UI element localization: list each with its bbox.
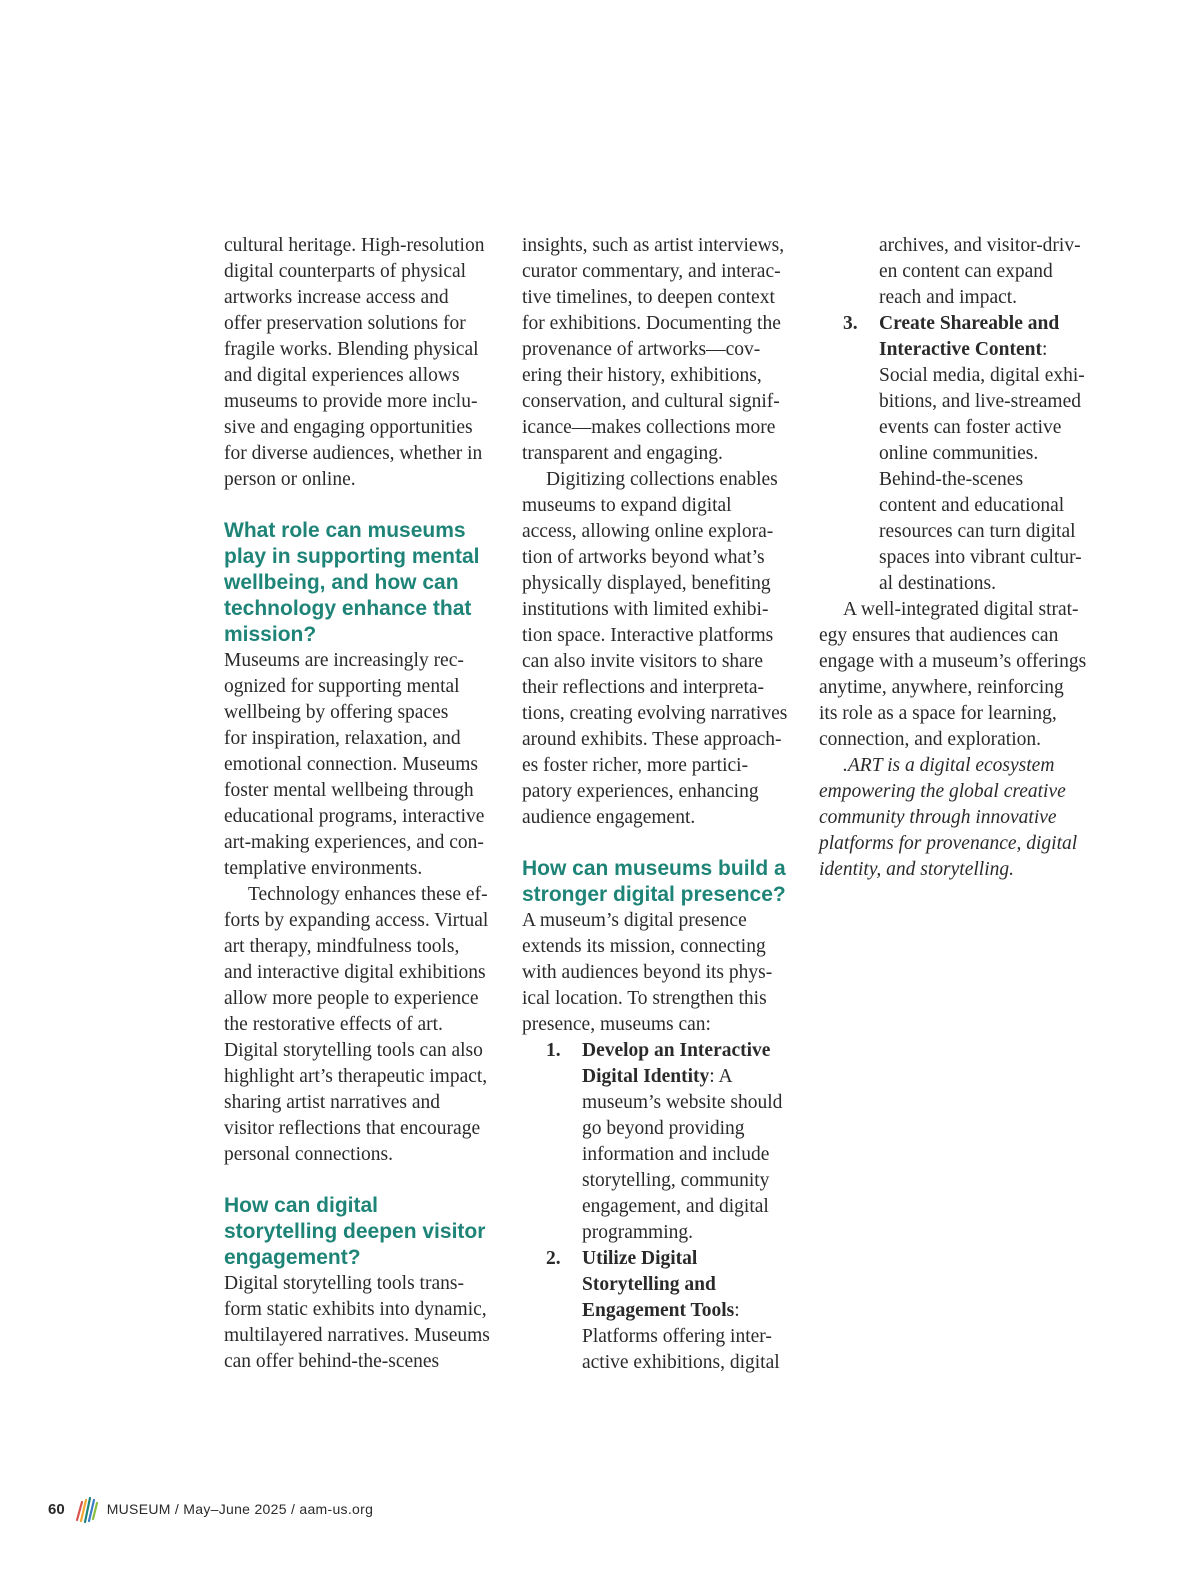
column-2 xyxy=(522,233,798,1376)
heading-mental-wellbeing: What role can museums play in supporting mental wellbeing, and how can technology enhance that mission? xyxy=(224,519,480,646)
list-item-2: 2. Utilize Digital Storytelling and Engagement Tools: Platforms offering inter- active exhibitions, digital xyxy=(546,1248,780,1373)
list-item-3: 3. Create Shareable and Interactive Content: Social media, digital exhi- bitions, and live-streamed events can foster active online communities. Behind-the-scenes content and educational resources can turn digital spaces into vibrant cultur- al destinations. xyxy=(843,313,1085,594)
paragraph-technology: Technology enhances these ef- forts by expanding access. Virtual art therapy, mindfulness tools, and interactive digital exhibitions allow more people to experience the restorative effects of art. Digital storytelling tools can also highlight art’s therapeutic impact, sharing artist narratives and visitor reflections that encourage personal connections. xyxy=(224,884,489,1165)
paragraph-insights: insights, such as artist interviews, curator commentary, and interac- tive timelines, to deepen context for exhibitions. Documenting the provenance of artworks—cov- ering their history, exhibitions, conservation, and cultural signif- icance—makes collections more transparent and engaging. xyxy=(522,235,785,464)
page-number: 60 xyxy=(48,1500,65,1518)
author-bio: .ART is a digital ecosystem empowering the global creative community through innovative platforms for provenance, digital identity, and storytelling. xyxy=(819,755,1078,880)
page-footer xyxy=(48,1494,373,1524)
heading-digital-presence: How can museums build a stronger digital presence? xyxy=(522,857,786,906)
publication-info: MUSEUM / May–June 2025 / aam-us.org xyxy=(106,1501,374,1517)
heading-digital-storytelling: How can digital storytelling deepen visitor engagement? xyxy=(224,1194,486,1269)
column-3 xyxy=(819,233,1097,883)
paragraph-digitizing: Digitizing collections enables museums to expand digital access, allowing online explora- tion of artworks beyond what’s physically displayed, benefiting institutions with limited exhibi- tion space. Interactive platforms can also invite visitors to share their reflections and interpreta- tions, creating evolving narratives around exhibits. These approach- es foster richer, more partici- patory experiences, enhancing audience engagement. xyxy=(522,469,788,828)
museum-logo-icon xyxy=(73,1494,99,1524)
paragraph-storytelling: Digital storytelling tools trans- form static exhibits into dynamic, multilayered narratives. Museums can offer behind-the-scenes xyxy=(224,1273,490,1372)
list-item-1: 1. Develop an Interactive Digital Identity: A museum’s website should go beyond providing information and include storytelling, community engagement, and digital programming. xyxy=(546,1040,783,1243)
paragraph-heritage: cultural heritage. High-resolution digital counterparts of physical artworks increase access and offer preservation solutions for fragile works. Blending physical and digital experiences allows museums to provide more inclu- sive and engaging opportunities for diverse audiences, whether in person or online. xyxy=(224,235,485,490)
column-1 xyxy=(224,233,502,1375)
paragraph-strategy: A well-integrated digital strat- egy ensures that audiences can engage with a museum’s offerings anytime, anywhere, reinforcing its role as a space for learning, connection, and exploration. xyxy=(819,599,1087,750)
paragraph-presence: A museum’s digital presence extends its mission, connecting with audiences beyond its phys- ical location. To strengthen this presence, museums can: xyxy=(522,910,773,1035)
paragraph-wellbeing: Museums are increasingly rec- ognized for supporting mental wellbeing by offering spaces for inspiration, relaxation, and emotional connection. Museums foster mental wellbeing through educational programs, interactive art-making experiences, and con- templative environments. xyxy=(224,650,485,879)
list-item-2-continued: archives, and visitor-driv- en content can expand reach and impact. xyxy=(879,235,1081,308)
